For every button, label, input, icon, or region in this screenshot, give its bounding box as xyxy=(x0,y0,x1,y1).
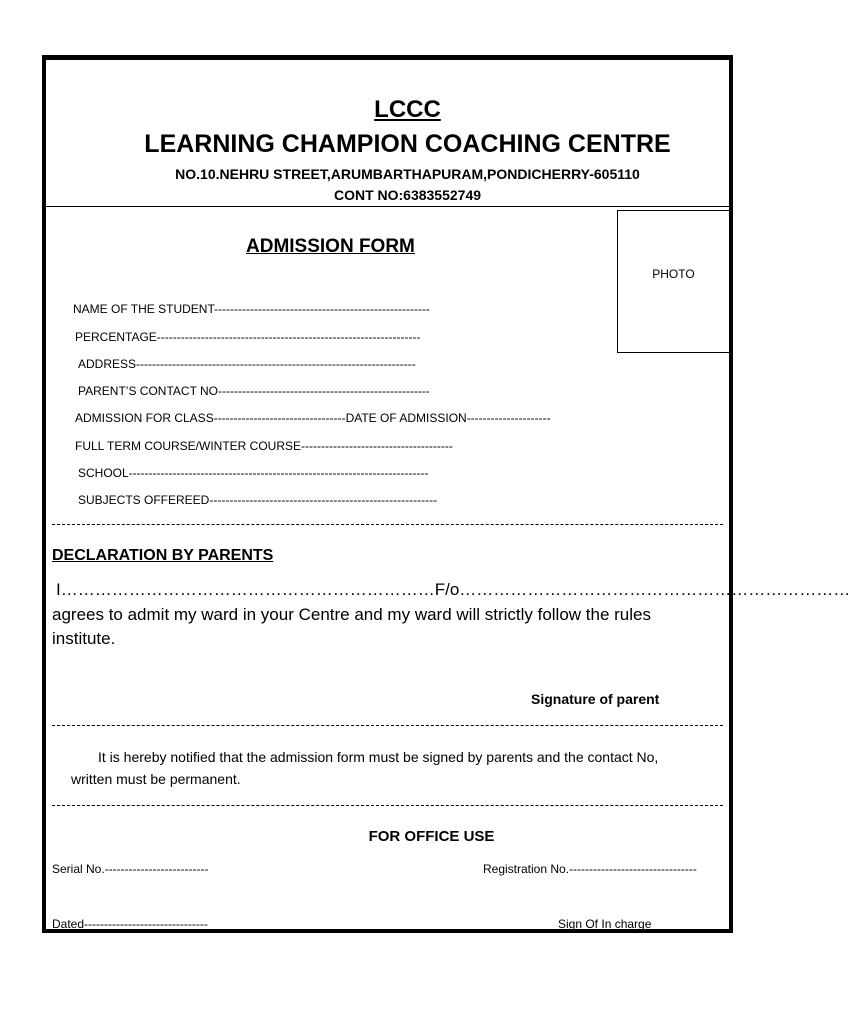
declaration-text-end: institute. xyxy=(52,629,116,648)
photo-box xyxy=(617,210,730,353)
declaration-text: agrees to admit my ward in your Centre and my ward will strictly follow the rules xyxy=(52,605,651,624)
field-admission-class: ADMISSION FOR CLASS---------------------------------DATE OF ADMISSION--------------------- xyxy=(75,411,551,425)
parent-signature-label: Signature of parent xyxy=(531,691,660,707)
sign-in-charge-label: Sign Of In charge xyxy=(558,917,652,931)
field-percentage: PERCENTAGE------------------------------------------------------------------ xyxy=(75,330,421,344)
institute-abbreviation: LCCC xyxy=(374,96,441,123)
form-title: ADMISSION FORM xyxy=(246,236,415,257)
declaration-name-line: I…………………………………………………………F/o…………………………………………………………… xyxy=(56,580,850,599)
section-divider xyxy=(52,725,723,726)
field-address: ADDRESS---------------------------------------------------------------------- xyxy=(78,357,416,371)
field-parent-contact: PARENT’S CONTACT NO----------------------------------------------------- xyxy=(78,384,430,398)
header-divider xyxy=(46,206,729,207)
form-frame xyxy=(42,55,850,933)
notice-text: It is hereby notified that the admission form must be signed by parents and the contact No, xyxy=(98,749,659,765)
section-divider xyxy=(52,524,723,525)
institute-name: LEARNING CHAMPION COACHING CENTRE xyxy=(144,130,671,158)
serial-number-field: Serial No.-------------------------- xyxy=(52,862,209,876)
institute-contact: CONT NO:6383552749 xyxy=(333,187,482,203)
field-subjects: SUBJECTS OFFEREED--------------------------------------------------------- xyxy=(78,493,438,507)
registration-number-field: Registration No.-------------------------------- xyxy=(483,862,697,876)
declaration-title: DECLARATION BY PARENTS xyxy=(52,547,274,564)
institute-address: NO.10.NEHRU STREET,ARUMBARTHAPURAM,PONDICHERRY-605110 xyxy=(175,166,640,182)
field-course-type: FULL TERM COURSE/WINTER COURSE-------------------------------------- xyxy=(75,439,453,453)
section-divider xyxy=(52,805,723,806)
dated-field: Dated------------------------------- xyxy=(52,917,208,931)
photo-label: PHOTO xyxy=(652,267,695,281)
office-use-title: FOR OFFICE USE xyxy=(368,828,495,845)
field-student-name: NAME OF THE STUDENT------------------------------------------------------ xyxy=(73,302,430,316)
field-school: SCHOOL--------------------------------------------------------------------------- xyxy=(78,466,429,480)
notice-text-end: written must be permanent. xyxy=(71,771,241,787)
